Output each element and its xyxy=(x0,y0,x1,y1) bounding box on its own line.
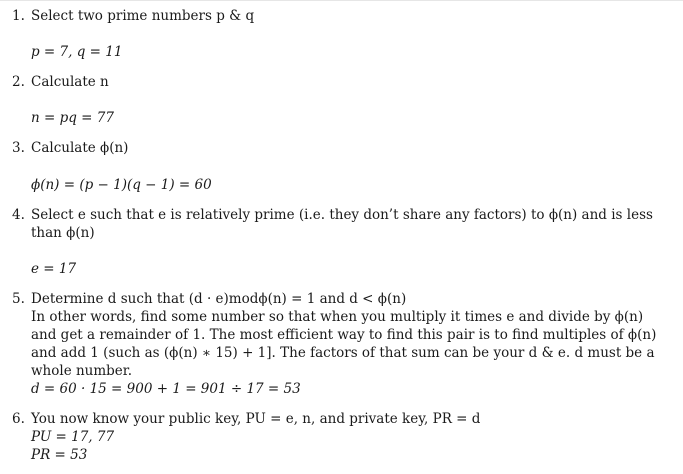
step-4-number: 4. xyxy=(12,207,25,223)
step-5-line-2: In other words, find some number so that when you multiply it times e and divide by ϕ(n) xyxy=(31,309,644,325)
step-5-line-1: Determine d such that (d · e)modϕ(n) = 1 and d < ϕ(n) xyxy=(31,291,407,307)
step-6-private-key: PR = 53 xyxy=(31,447,88,463)
step-5-line-4: and add 1 (such as (ϕ(n) ∗ 15) + 1]. The factors of that sum can be your d & e. d must be a xyxy=(31,345,655,361)
step-5-line-3: and get a remainder of 1. The most efficient way to find this pair is to find multiples of ϕ(n) xyxy=(31,327,657,343)
step-5-number: 5. xyxy=(12,291,25,307)
step-5-line-5: whole number. xyxy=(31,363,133,379)
step-3-equation: ϕ(n) = (p − 1)(q − 1) = 60 xyxy=(31,177,212,193)
step-2-equation: n = pq = 77 xyxy=(31,110,114,126)
step-2-text: Calculate n xyxy=(31,74,109,90)
step-1-equation: p = 7, q = 11 xyxy=(31,44,123,60)
step-5-equation: d = 60 · 15 = 900 + 1 = 901 ÷ 17 = 53 xyxy=(31,381,301,397)
step-6-line-1: You now know your public key, PU = e, n, and private key, PR = d xyxy=(31,411,481,427)
step-4-text-line-2: than ϕ(n) xyxy=(31,225,95,241)
step-2-number: 2. xyxy=(12,74,25,90)
step-6-number: 6. xyxy=(12,411,25,427)
step-3-text: Calculate ϕ(n) xyxy=(31,140,129,156)
step-3-number: 3. xyxy=(12,140,25,156)
step-6-public-key: PU = 17, 77 xyxy=(31,429,115,445)
step-1-number: 1. xyxy=(12,8,25,24)
step-4-equation: e = 17 xyxy=(31,261,77,277)
step-4-text-line-1: Select e such that e is relatively prime (i.e. they don’t share any factors) to ϕ(n) and is less xyxy=(31,207,653,223)
step-1-text: Select two prime numbers p & q xyxy=(31,8,255,24)
